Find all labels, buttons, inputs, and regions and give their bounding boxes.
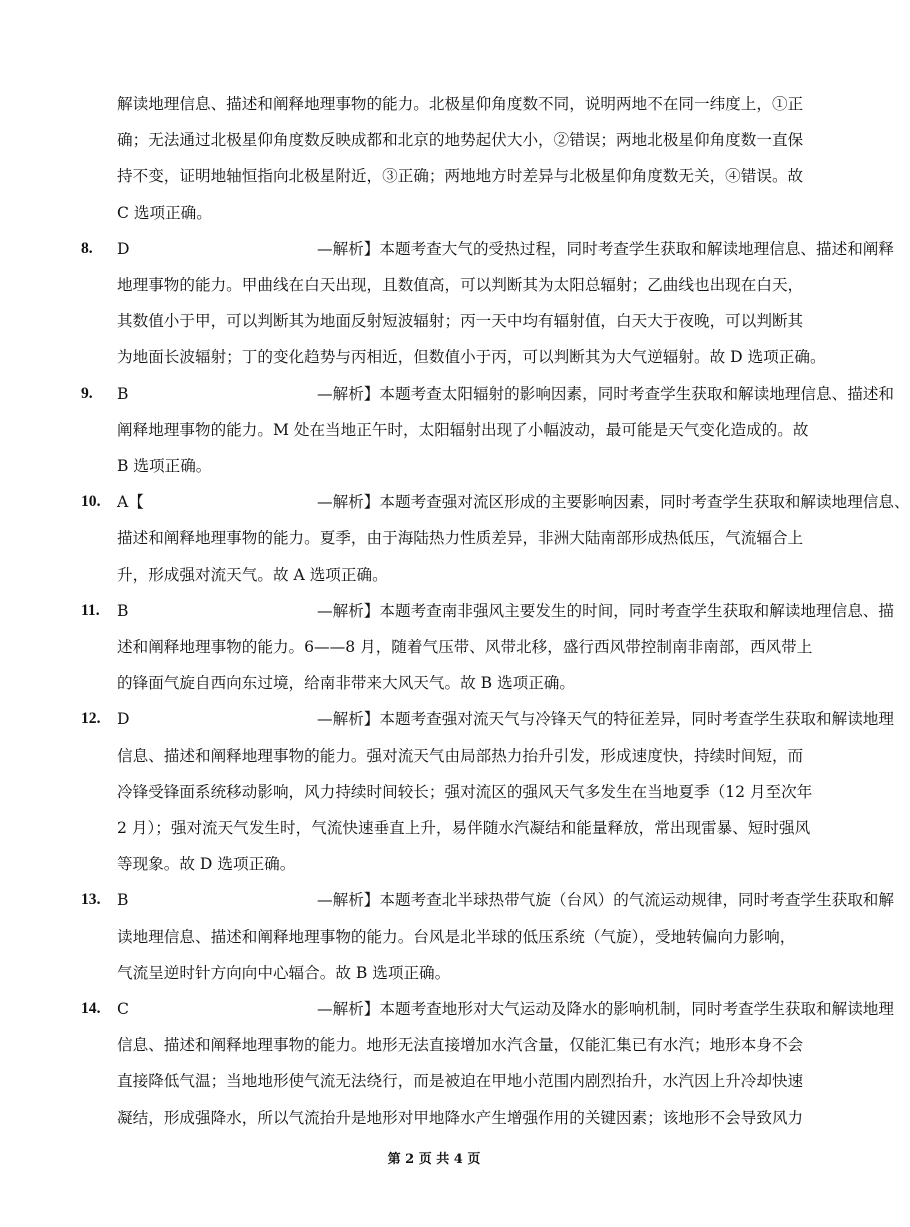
question-number: 13. [81, 891, 101, 909]
answer-choice: A【 [117, 493, 144, 512]
question-number: 10. [81, 493, 101, 511]
explanation-text: —解析】本题考查强对流天气与冷锋天气的特征差异，同时考查学生获取和解读地理 [317, 710, 894, 729]
explanation-line: 升，形成强对流天气。故 A 选项正确。 [117, 565, 388, 584]
question-number: 12. [81, 710, 101, 728]
answer-line [117, 594, 894, 628]
explanation-line: 气流呈逆时针方向向中心辐合。故 B 选项正确。 [117, 963, 451, 982]
explanation-line: 信息、描述和阐释地理事物的能力。强对流天气由局部热力抬升引发，形成速度快，持续时间短，而 [117, 746, 804, 765]
explanation-line: 其数值小于甲，可以判断其为地面反射短波辐射；丙一天中均有辐射值，白天大于夜晚，可以判断其 [117, 312, 804, 331]
explanation-line: B 选项正确。 [117, 457, 212, 475]
explanation-text: —解析】本题考查强对流区形成的主要影响因素，同时考查学生获取和解读地理信息、 [317, 493, 910, 512]
answer-line [117, 485, 910, 519]
explanation-line: 为地面长波辐射；丁的变化趋势与丙相近，但数值小于丙，可以判断其为大气逆辐射。故 D 选项正确。 [117, 348, 826, 367]
explanation-line: 述和阐释地理事物的能力。6——8 月，随着气压带、风带北移，盛行西风带控制南非南部，西风带上 [117, 638, 813, 656]
answer-line [117, 232, 894, 266]
explanation-line: 2 月）；强对流天气发生时，气流快速垂直上升，易伴随水汽凝结和能量释放，常出现雷暴、短时强风 [117, 819, 811, 837]
question-number: 8. [81, 239, 93, 257]
explanation-line: 等现象。故 D 选项正确。 [117, 855, 296, 874]
explanation-text: —解析】本题考查南非强风主要发生的时间，同时考查学生获取和解读地理信息、描 [317, 601, 894, 620]
answer-line [117, 377, 894, 411]
explanation-line: 阐释地理事物的能力。M 处在当地正午时，太阳辐射出现了小幅波动，最可能是天气变化造成的。故 [117, 420, 809, 439]
answer-line [117, 992, 894, 1026]
answer-line [117, 702, 894, 736]
question-number: 9. [81, 384, 93, 402]
explanation-line: 地理事物的能力。甲曲线在白天出现，且数值高，可以判断其为太阳总辐射；乙曲线也出现在白天， [117, 276, 804, 294]
page-footer: 第 2 页 共 4 页 [387, 1152, 481, 1167]
answer-line [117, 883, 894, 917]
answer-choice: B [117, 601, 129, 620]
answer-choice: C [117, 1000, 129, 1018]
explanation-line: 描述和阐释地理事物的能力。夏季，由于海陆热力性质差异，非洲大陆南部形成热低压，气流辐合上 [117, 529, 804, 548]
explanation-line: 冷锋受锋面系统移动影响，风力持续时间较长；强对流区的强风天气多发生在当地夏季（12 月至次年 [117, 782, 813, 801]
explanation-text: —解析】本题考查大气的受热过程，同时考查学生获取和解读地理信息、描述和阐释 [317, 239, 894, 258]
answer-choice: D [117, 239, 130, 258]
answer-choice: B [117, 384, 129, 403]
intro-line: C 选项正确。 [117, 203, 212, 222]
answer-choice: B [117, 891, 129, 910]
explanation-line: 读地理信息、描述和阐释地理事物的能力。台风是北半球的低压系统（气旋），受地转偏向力影响， [117, 927, 796, 946]
explanation-line: 信息、描述和阐释地理事物的能力。地形无法直接增加水汽含量，仅能汇集已有水汽；地形本身不会 [117, 1036, 804, 1055]
explanation-line: 凝结，形成强降水，所以气流抬升是地形对甲地降水产生增强作用的关键因素；该地形不会导致风力 [117, 1108, 804, 1127]
explanation-text: —解析】本题考查地形对大气运动及降水的影响机制，同时考查学生获取和解读地理 [317, 1000, 894, 1018]
explanation-text: —解析】本题考查太阳辐射的影响因素，同时考查学生获取和解读地理信息、描述和 [317, 384, 894, 403]
answer-choice: D [117, 710, 130, 729]
explanation-text: —解析】本题考查北半球热带气旋（台风）的气流运动规律，同时考查学生获取和解 [317, 891, 894, 910]
intro-line: 确；无法通过北极星仰角度数反映成都和北京的地势起伏大小，②错误；两地北极星仰角度数一直保 [117, 131, 804, 150]
question-number: 14. [81, 1000, 101, 1017]
explanation-line: 直接降低气温；当地地形使气流无法绕行，而是被迫在甲地小范围内剧烈抬升，水汽因上升冷却快速 [117, 1072, 804, 1091]
intro-line: 持不变，证明地轴恒指向北极星附近，③正确；两地地方时差异与北极星仰角度数无关，④错误。故 [117, 167, 804, 186]
explanation-line: 的锋面气旋自西向东过境，给南非带来大风天气。故 B 选项正确。 [117, 674, 575, 693]
intro-line: 解读地理信息、描述和阐释地理事物的能力。北极星仰角度数不同，说明两地不在同一纬度上，①正 [117, 95, 804, 113]
question-number: 11. [81, 601, 100, 619]
